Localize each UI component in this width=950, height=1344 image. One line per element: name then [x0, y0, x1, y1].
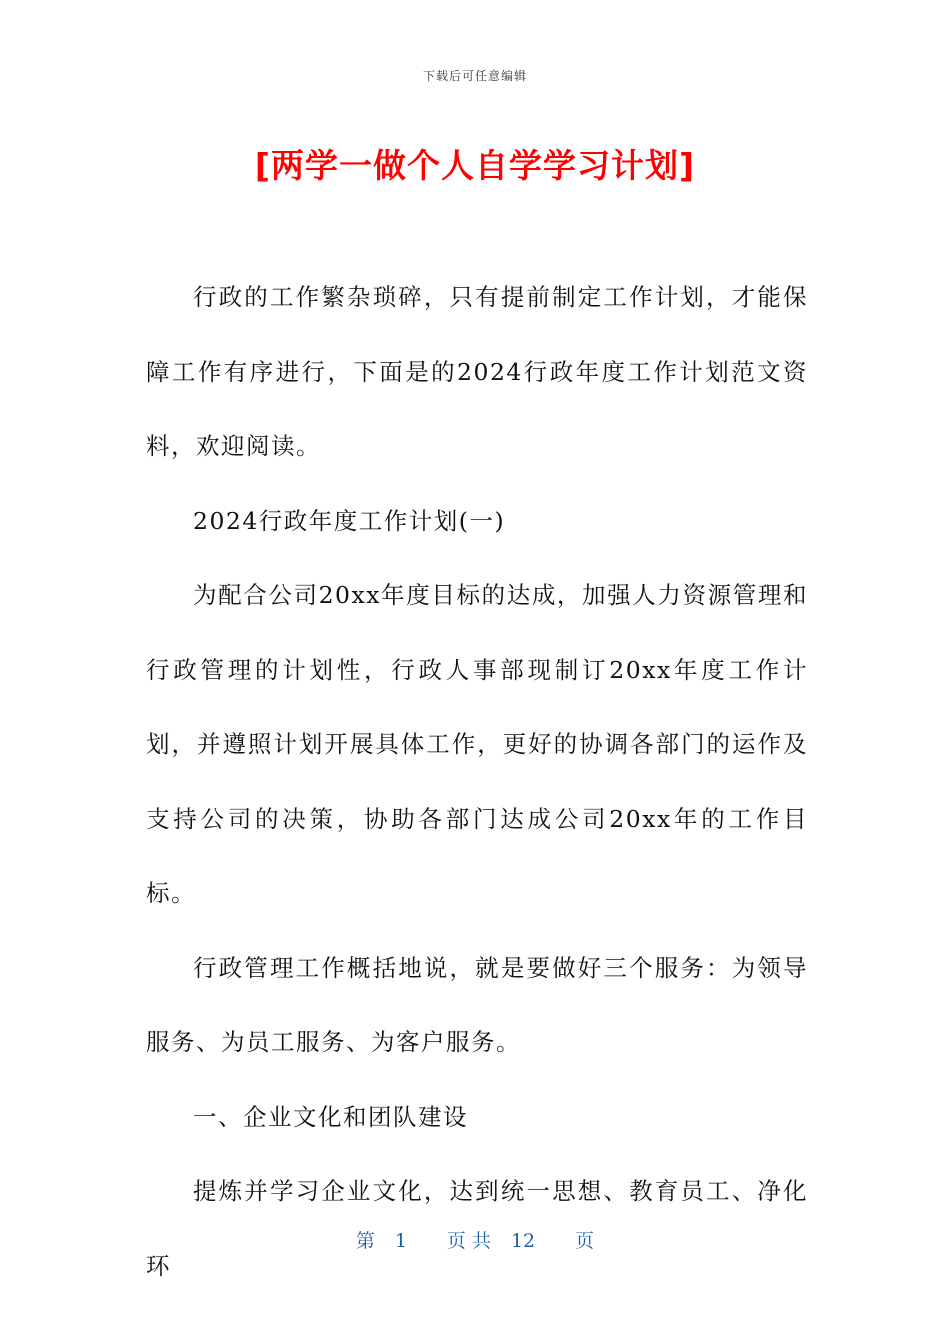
paragraph-section-one-heading: 一、企业文化和团队建设	[193, 1102, 468, 1131]
footer-prefix: 第	[355, 1230, 375, 1252]
paragraph-intro: 行政的工作繁杂琐碎，只有提前制定工作计划，才能保障工作有序进行，下面是的2024行政年度工作计划范文资料，欢迎阅读。	[146, 283, 808, 460]
paragraph-plan-purpose: 为配合公司20xx年度目标的达成，加强人力资源管理和行政管理的计划性，行政人事部现制订20xx年度工作计划，并遵照计划开展具体工作，更好的协调各部门的运作及支持公司的决策，协助各部门达成公司20xx年的工作目标。	[146, 581, 808, 907]
page-header-note: 下载后可任意编辑	[422, 69, 527, 83]
footer-current-page: 1	[394, 1230, 407, 1252]
document-body	[146, 260, 808, 1303]
document-title: [两学一做个人自学学习计划]	[254, 146, 696, 185]
paragraph-three-services: 行政管理工作概括地说，就是要做好三个服务：为领导服务、为员工服务、为客户服务。	[146, 953, 808, 1056]
footer-middle: 页 共	[446, 1230, 491, 1252]
paragraph-plan-heading: 2024行政年度工作计划(一)	[193, 506, 506, 535]
paragraph-culture: 提炼并学习企业文化，达到统一思想、教育员工、净化环	[146, 1177, 808, 1280]
footer-total-pages: 12	[510, 1230, 536, 1252]
page-footer	[0, 1226, 950, 1253]
footer-suffix: 页	[575, 1230, 595, 1252]
